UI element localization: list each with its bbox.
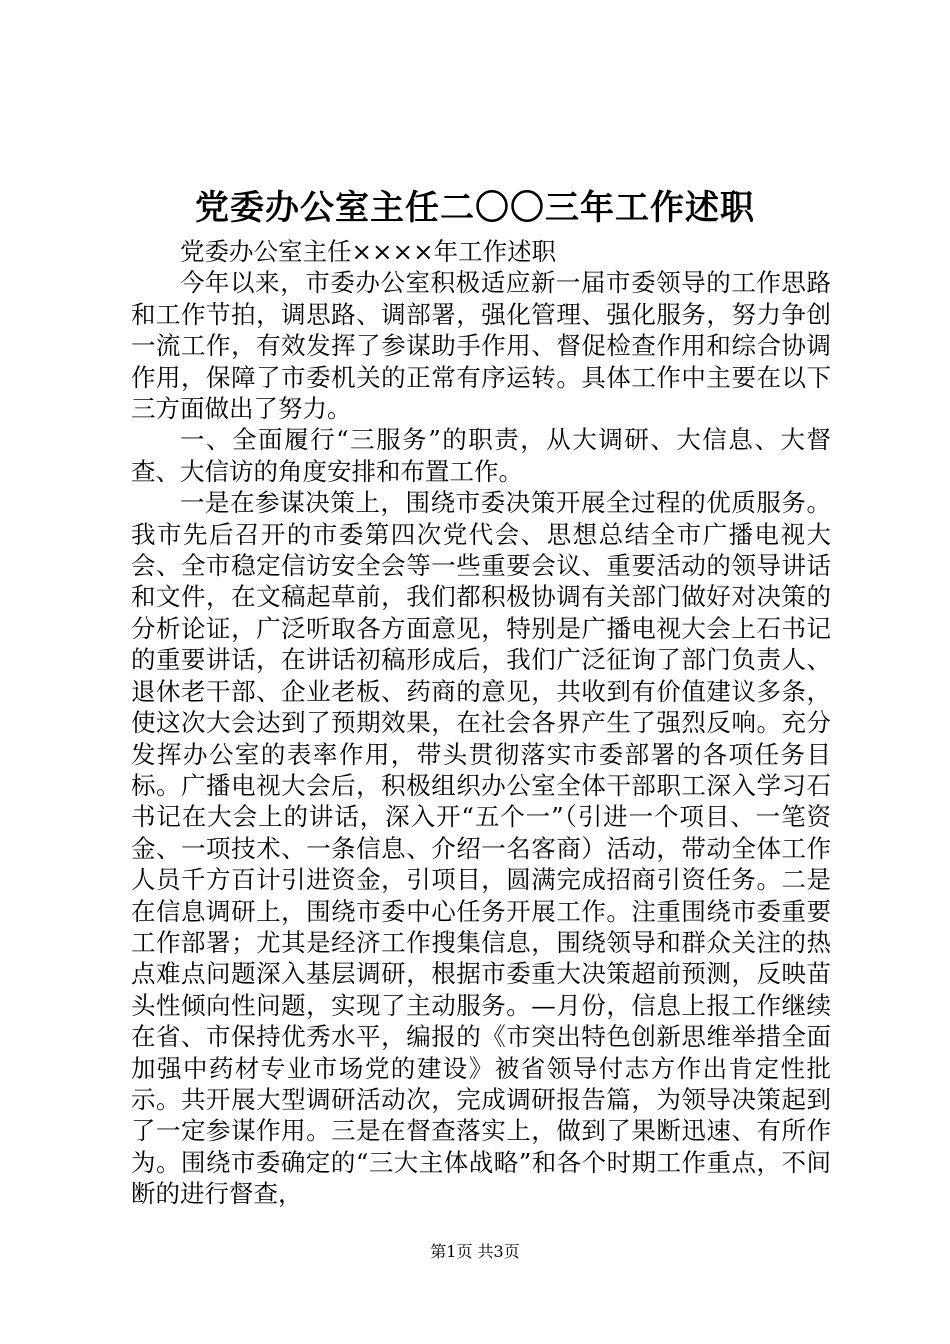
- page-total: 共3页: [477, 1242, 520, 1261]
- section-one-heading-paragraph: 一、全面履行“三服务”的职责，从大调研、大信息、大督查、大信访的角度安排和布置工作。: [131, 425, 831, 486]
- page-number: 第1页: [430, 1242, 473, 1261]
- page-footer: [0, 1241, 950, 1263]
- intro-paragraph: 今年以来，市委办公室积极适应新一届市委领导的工作思路和工作节拍，调思路、调部署，强化管理、强化服务，努力争创一流工作，有效发挥了参谋助手作用、督促检查作用和综合协调作用，保障了市委机关的正常有序运转。具体工作中主要在以下三方面做出了努力。: [131, 268, 831, 424]
- subtitle-paragraph: 党委办公室主任××××年工作述职: [180, 237, 557, 266]
- body-paragraph: 一是在参谋决策上，围绕市委决策开展全过程的优质服务。我市先后召开的市委第四次党代会、思想总结全市广播电视大会、全市稳定信访安全会等一些重要会议、重要活动的领导讲话和文件，在文稿起草前，我们都积极协调有关部门做好对决策的分析论证，广泛听取各方面意见，特别是广播电视大会上石书记的重要讲话，在讲话初稿形成后，我们广泛征询了部门负责人、退休老干部、企业老板、药商的意见，共收到有价值建议多条，使这次大会达到了预期效果，在社会各界产生了强烈反响。充分发挥办公室的表率作用，带头贯彻落实市委部署的各项任务目标。广播电视大会后，积极组织办公室全体干部职工深入学习石书记在大会上的讲话，深入开“五个一”（引进一个项目、一笔资金、一项技术、一条信息、介绍一名客商）活动，带动全体工作人员千方百计引进资金，引项目，圆满完成招商引资任务。二是在信息调研上，围绕市委中心任务开展工作。注重围绕市委重要工作部署；尤其是经济工作搜集信息，围绕领导和群众关注的热点难点问题深入基层调研，根据市委重大决策超前预测，反映苗头性倾向性问题，实现了主动服务。—月份，信息上报工作继续在省、市保持优秀水平，编报的《市突出特色创新思维举措全面加强中药材专业市场党的建设》被省领导付志方作出肯定性批示。共开展大型调研活动次，完成调研报告篇，为领导决策起到了一定参谋作用。三是在督查落实上，做到了果断迅速、有所作为。围绕市委确定的“三大主体战略”和各个时期工作重点，不间断的进行督查，: [131, 488, 831, 1209]
- document-title: 党委办公室主任二〇〇三年工作述职: [195, 188, 755, 228]
- document-body: [131, 236, 831, 1210]
